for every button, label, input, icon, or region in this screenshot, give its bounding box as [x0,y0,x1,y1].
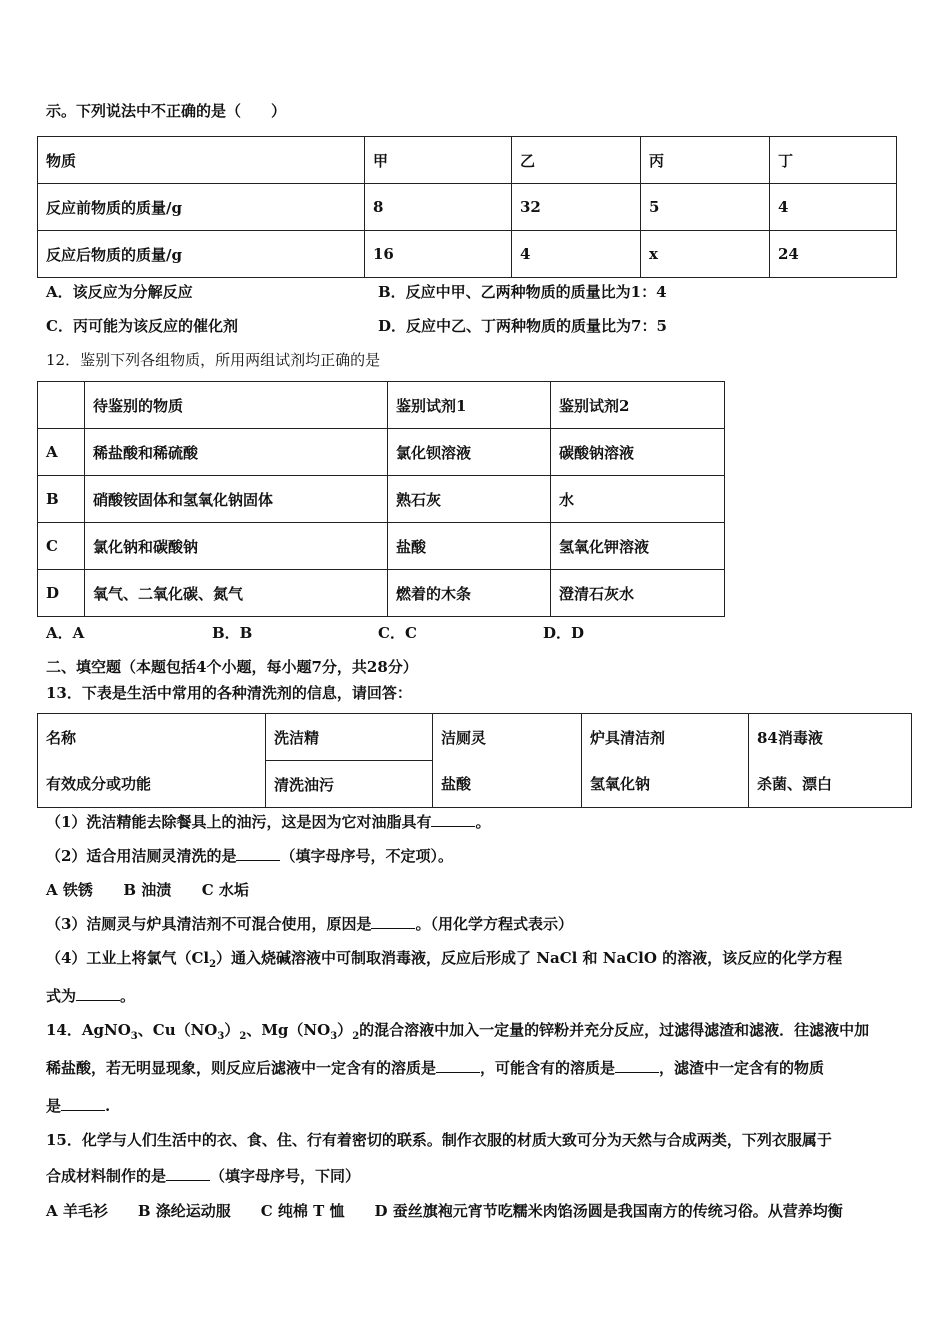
mass-cell: 24 [770,231,897,278]
q13-part-4-end: 。 [120,987,136,1005]
mass-header-cell: 甲 [365,137,512,184]
q15-line-3: A 羊毛衫 B 涤纶运动服 C 纯棉 T 恤 D 蚕丝旗袍元宵节吃糯米肉馅汤圆是我国南方的传统习俗。从营养均衡 [46,1202,843,1220]
answer-blank [76,986,120,1001]
q14-text-5: ） [337,1021,353,1039]
q13-part-1-text: （1）洗洁精能去除餐具上的油污，这是因为它对油脂具有 [46,813,432,831]
subscript: 3 [130,1031,138,1042]
cleaner-cell: 氢氧化钠 [582,761,749,808]
q12-option-d: D．D [543,624,585,642]
id-cell: 燃着的木条 [388,570,551,617]
cleaner-cell: 炉具清洁剂 [582,714,749,761]
mass-header-cell: 丁 [770,137,897,184]
q11-option-d: D．反应中乙、丁两种物质的质量比为7：5 [378,317,667,335]
intro-line: 示。下列说法中不正确的是（ ） [46,102,287,120]
q14-text-6: 的混合溶液中加入一定量的锌粉并充分反应，过滤得滤渣和滤液．往滤液中加 [359,1021,870,1039]
id-header-cell [38,382,85,429]
table-row [38,476,725,523]
cleaner-cell: 杀菌、漂白 [749,761,912,808]
q14-text-10: 是 [46,1097,62,1115]
q13-part-2-options [46,880,249,900]
mass-cell: 8 [365,184,512,231]
id-cell: C [38,523,85,570]
q13-part-4-text-a: （4）工业上将氯气（Cl [46,949,210,967]
q14-line-1 [46,1020,869,1047]
q11-option-b: B．反应中甲、乙两种物质的质量比为1：4 [378,283,667,301]
q14-text-3: ） [224,1021,240,1039]
id-cell: 氢氧化钾溶液 [551,523,725,570]
id-cell: 澄清石灰水 [551,570,725,617]
cleaner-cell: 洁厕灵 [433,714,582,761]
q13-option-c: C 水垢 [201,881,249,899]
id-cell: 硝酸铵固体和氢氧化钠固体 [85,476,388,523]
q15-text-2: （填字母序号，下同） [210,1167,361,1185]
id-header-cell: 鉴别试剂2 [551,382,725,429]
answer-blank [615,1058,659,1073]
cleaner-cell: 有效成分或功能 [38,761,266,808]
q13-part-3 [46,914,573,934]
mass-header-cell: 丙 [641,137,770,184]
q13-part-3-text: （3）洁厕灵与炉具清洁剂不可混合使用，原因是 [46,915,372,933]
table-row [38,429,725,476]
q13-part-2-end: （填字母序号，不定项）。 [280,847,453,865]
q13-stem: 13．下表是生活中常用的各种清洗剂的信息，请回答： [46,684,412,702]
mass-table [37,136,897,278]
q14-text-8: ，可能含有的溶质是 [480,1059,616,1077]
q12-option-b: B．B [212,624,253,642]
id-cell: A [38,429,85,476]
mass-cell: 反应前物质的质量/g [38,184,365,231]
q11-option-c: C．丙可能为该反应的催化剂 [46,317,238,335]
identification-table [37,381,725,617]
q14-text-11: . [105,1097,111,1115]
answer-blank [371,914,415,929]
answer-blank [61,1096,105,1111]
q12-option-a: A．A [46,624,85,642]
table-row [38,714,912,761]
mass-header-cell: 乙 [512,137,641,184]
table-row [38,231,897,278]
cleaner-cell: 盐酸 [433,761,582,808]
answer-blank [431,812,475,827]
q14-line-2 [46,1058,824,1078]
subscript: 3 [217,1031,225,1042]
answer-blank [166,1166,210,1181]
mass-cell: 5 [641,184,770,231]
q13-part-4-text-c: 式为 [46,987,77,1005]
q13-part-4-cont [46,986,135,1006]
q13-option-a: A 铁锈 [46,881,93,899]
mass-cell: 16 [365,231,512,278]
mass-cell: 4 [512,231,641,278]
q13-part-4-text-b: ）通入烧碱溶液中可制取消毒液，反应后形成了 NaCl 和 NaClO 的溶液，该反应的化学方程 [216,949,843,967]
id-cell: 氧气、二氧化碳、氮气 [85,570,388,617]
id-header-cell: 待鉴别的物质 [85,382,388,429]
id-cell: 水 [551,476,725,523]
subscript: 2 [352,1031,360,1042]
subscript: 2 [209,959,217,970]
subscript: 3 [330,1031,338,1042]
table-row [38,184,897,231]
q14-line-3 [46,1096,110,1116]
id-cell: 氯化钠和碳酸钠 [85,523,388,570]
q13-part-1 [46,812,490,832]
q13-part-3-end: 。（用化学方程式表示） [415,915,573,933]
q13-part-1-end: 。 [475,813,491,831]
mass-cell: 4 [770,184,897,231]
cleaner-cell: 清洗油污 [266,761,433,808]
table-row [38,382,725,429]
mass-cell: x [641,231,770,278]
q11-option-a: A．该反应为分解反应 [46,283,193,301]
q13-part-2 [46,846,453,866]
q12-option-c: C．C [378,624,417,642]
id-header-cell: 鉴别试剂1 [388,382,551,429]
q14-text-7: 稀盐酸，若无明显现象，则反应后滤液中一定含有的溶质是 [46,1059,437,1077]
id-cell: B [38,476,85,523]
q15-line-1: 15．化学与人们生活中的衣、食、住、行有着密切的联系。制作衣服的材质大致可分为天然与合成两类，下列衣服属于 [46,1131,832,1149]
mass-header-cell: 物质 [38,137,365,184]
id-cell: 熟石灰 [388,476,551,523]
mass-cell: 反应后物质的质量/g [38,231,365,278]
section-2-title: 二、填空题（本题包括4个小题，每小题7分，共28分） [46,658,418,676]
q15-line-2 [46,1166,360,1186]
cleaner-cell: 名称 [38,714,266,761]
id-cell: 盐酸 [388,523,551,570]
q14-text-9: ，滤渣中一定含有的物质 [659,1059,825,1077]
table-row [38,570,725,617]
answer-blank [436,1058,480,1073]
cleaner-cell: 洗洁精 [266,714,433,761]
mass-cell: 32 [512,184,641,231]
q13-part-4 [46,948,842,975]
id-cell: 稀盐酸和稀硫酸 [85,429,388,476]
q14-text-1: 14．AgNO [46,1021,131,1039]
id-cell: D [38,570,85,617]
q14-text-2: 、Cu（NO [137,1021,218,1039]
mass-table-header [38,137,897,184]
q13-option-b: B 油渍 [123,881,172,899]
cleaner-cell: 84消毒液 [749,714,912,761]
answer-blank [236,846,280,861]
id-cell: 氯化钡溶液 [388,429,551,476]
cleaner-table [37,713,912,808]
subscript: 2 [239,1031,247,1042]
q12-stem: 12．鉴别下列各组物质，所用两组试剂均正确的是 [46,351,381,369]
table-row [38,523,725,570]
q13-part-2-text: （2）适合用洁厕灵清洗的是 [46,847,237,865]
q15-text-1: 合成材料制作的是 [46,1167,167,1185]
q14-text-4: 、Mg（NO [246,1021,331,1039]
id-cell: 碳酸钠溶液 [551,429,725,476]
table-row [38,761,912,808]
